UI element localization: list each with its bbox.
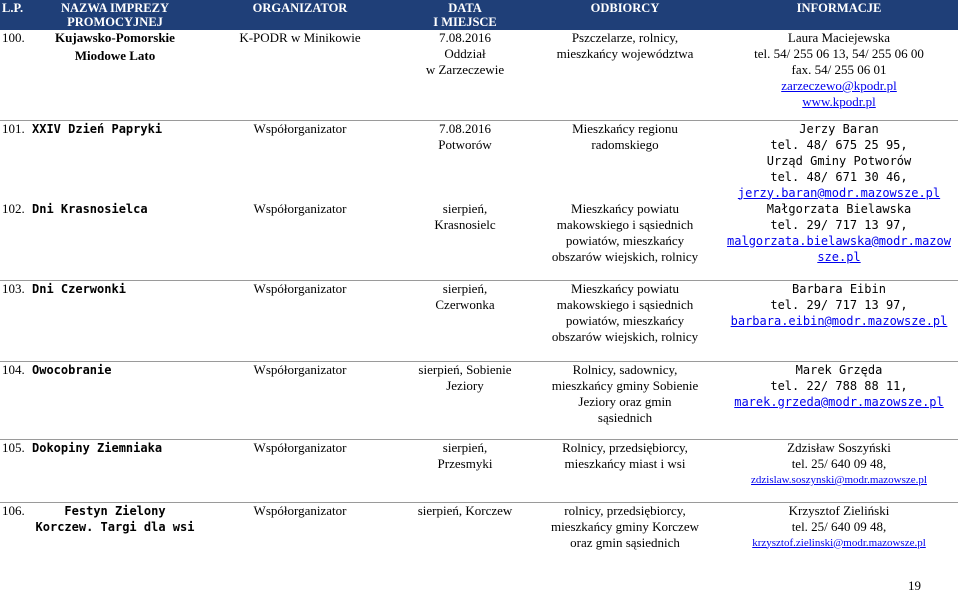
event-name: Kujawsko-Pomorskie Miodowe Lato [55, 30, 175, 63]
website-link[interactable]: www.kpodr.pl [802, 94, 876, 109]
date-place: sierpień, Przesmyki [437, 440, 493, 471]
contact-info: Marek Grzęda tel. 22/ 788 88 11, marek.grzeda@modr.mazowsze.pl [720, 362, 958, 440]
header-info: INFORMACJE [720, 0, 958, 30]
event-name: Dni Czerwonki [32, 282, 126, 296]
audience: Mieszkańcy powiatu makowskiego i sąsiednich powiatów, mieszkańcy obszarów wiejskich, rolnicy [551, 200, 699, 264]
row-lp: 101. [2, 120, 25, 136]
email-link[interactable]: zdzislaw.soszynski@modr.mazowsze.pl [751, 474, 927, 486]
date-place: sierpień, Czerwonka [435, 281, 495, 312]
audience: rolnicy, przedsiębiorcy, mieszkańcy gminy Korczew oraz gmin sąsiednich [550, 502, 699, 550]
organizer: Współorganizator [253, 200, 347, 216]
email-link[interactable]: barbara.eibin@modr.mazowsze.pl [730, 314, 948, 328]
table-row [0, 30, 958, 120]
table-row [0, 503, 958, 559]
row-lp: 100. [2, 30, 25, 45]
event-name: Dokopiny Ziemniaka [32, 441, 163, 455]
contact-info: Jerzy Baran tel. 48/ 675 25 95, Urząd Gminy Potworów tel. 48/ 671 30 46, jerzy.baran@modr.mazowsze.pl [720, 121, 958, 201]
organizer: Współorganizator [253, 120, 347, 136]
event-name: Owocobranie [32, 362, 112, 377]
audience: Rolnicy, sadownicy, mieszkańcy gminy Sobienie Jeziory oraz gmin sąsiednich [551, 361, 699, 425]
table-row [0, 281, 958, 361]
table-row [0, 362, 958, 440]
table-header [0, 0, 958, 30]
table-row [0, 201, 958, 281]
date-place: sierpień, Korczew [417, 502, 513, 518]
date-place: sierpień, Krasnosielc [434, 200, 496, 232]
table-row [0, 440, 958, 502]
organizer: Współorganizator [253, 502, 347, 518]
contact-info: Zdzisław Soszyński tel. 25/ 640 09 48, zdzislaw.soszynski@modr.mazowsze.pl [720, 440, 958, 502]
page-number: 19 [908, 578, 921, 593]
row-lp: 103. [2, 281, 25, 296]
audience: Mieszkańcy powiatu makowskiego i sąsiednich powiatów, mieszkańcy obszarów wiejskich, rolnicy [551, 281, 699, 344]
row-lp: 106. [2, 502, 25, 518]
organizer: Współorganizator [253, 440, 347, 455]
row-lp: 104. [2, 361, 25, 377]
table-row [0, 121, 958, 201]
event-name: XXIV Dzień Papryki [32, 121, 163, 136]
organizer: Współorganizator [253, 361, 347, 377]
contact-info: Barbara Eibin tel. 29/ 717 13 97, barbara.eibin@modr.mazowsze.pl [720, 281, 958, 361]
contact-info: Laura Maciejewska tel. 54/ 255 06 13, 54/ 255 06 00 fax. 54/ 255 06 01 zarzeczewo@kpodr.pl www.kpodr.pl [720, 30, 958, 120]
header-name: NAZWA IMPREZY PROMOCYJNEJ [30, 0, 200, 30]
contact-info: Małgorzata Bielawska tel. 29/ 717 13 97, malgorzata.bielawska@modr.mazow sze.pl [720, 201, 958, 281]
header-date-place: DATA I MIEJSCE [400, 0, 530, 30]
row-lp: 105. [2, 440, 25, 455]
header-organizer: ORGANIZATOR [200, 0, 400, 30]
email-link[interactable]: jerzy.baran@modr.mazowsze.pl [737, 185, 941, 200]
header-audience: ODBIORCY [530, 0, 720, 30]
email-link-continued[interactable]: sze.pl [817, 249, 861, 264]
email-link[interactable]: marek.grzeda@modr.mazowsze.pl [734, 394, 944, 409]
organizer: Współorganizator [253, 281, 347, 296]
email-link[interactable]: krzysztof.zielinski@modr.mazowsze.pl [752, 536, 926, 549]
email-link[interactable]: zarzeczewo@kpodr.pl [781, 78, 897, 93]
row-lp: 102. [2, 200, 25, 216]
audience: Mieszkańcy regionu radomskiego [572, 120, 678, 152]
event-name: Festyn Zielony Korczew. Targi dla wsi [35, 503, 195, 534]
header-lp: L.P. [0, 0, 30, 30]
event-name: Dni Krasnosielca [32, 201, 148, 216]
date-place: 7.08.2016 Oddział w Zarzeczewie [425, 30, 505, 77]
organizer: K-PODR w Minikowie [239, 30, 361, 45]
date-place: sierpień, Sobienie Jeziory [418, 361, 512, 393]
contact-info: Krzysztof Zieliński tel. 25/ 640 09 48, krzysztof.zielinski@modr.mazowsze.pl [720, 503, 958, 559]
date-place: 7.08.2016 Potworów [438, 120, 492, 152]
audience: Rolnicy, przedsiębiorcy, mieszkańcy miast i wsi [562, 440, 688, 471]
email-link[interactable]: malgorzata.bielawska@modr.mazow [727, 233, 951, 248]
audience: Pszczelarze, rolnicy, mieszkańcy województwa [556, 30, 694, 61]
